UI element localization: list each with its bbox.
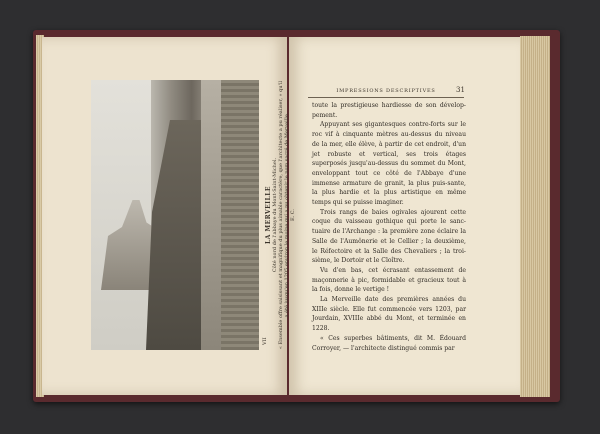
paragraph: Vu d'en bas, cet écrasant entassement de maçonnerie à pic, formidable et gracieux tout à la fois, donne le vertige ! [312,266,466,294]
paragraph: Appuyant ses gigantesques contre-forts sur le roc vif à cinquante mètres au-dessus du niveau de la mer, elle élève, à partir de cet endroit, d'un jet robuste et vertical, ses trois étages superposés jusqu'au-dessus du sommet du Mont, enveloppant tout ce côté de l'Abbaye d'une immense armature de granit, la plus puis-sante, la plus hardie et la plus artistique en même temps qui se puisse imaginer. [312,121,466,207]
paragraph: Trois rangs de baies ogivales ajourent cette coque du vaisseau gothique qui porte le sanc-tuaire de l'Archange : la première zone éclaire la Salle de l'Aumônerie et le Cellier ; la deuxième, le Réfectoire et la Salle des Chevaliers ; la troi-sième, le Dortoir et le Cloître. [312,208,466,265]
page-number: 31 [456,86,465,94]
paragraph: La Merveille date des premières années du XIIIe siècle. Elle fut commencée vers 1203, par Jourdain, XVIIIe abbé du Mont, et terminée en 1228. [312,296,466,333]
caption-credit: E. C. [290,208,296,222]
caption-quote: « Ensemble offre saisissant et magnifique du plus aimable caractère, que l'architecte a pu réaliser, » qu'il a été jusqu'en 1205 environ le moine qui a pu obtenir le nom sacré de Merveille. [278,80,290,350]
photo-ground [221,80,259,350]
running-head: IMPRESSIONS DESCRIPTIVES [336,88,436,94]
caption-title: LA MERVEILLE [265,186,272,244]
right-page-edges [520,36,550,397]
body-text [312,101,466,353]
paragraph: « Ces superbes bâtiments, dit M. Édouard Corroyer, — l'architecte distingué commis par [312,334,466,352]
photo-rock [146,120,206,350]
plate-number: VII [262,337,268,345]
header-rule [308,97,464,98]
photo-wall [201,80,221,350]
paragraph: toute la prestigieuse hardiesse de son dévelop-pement. [312,102,466,119]
mont-saint-michel-photo [91,80,259,350]
caption-subtitle: Côté nord de l'abbaye du Mont-Saint-Michel. [272,157,278,273]
